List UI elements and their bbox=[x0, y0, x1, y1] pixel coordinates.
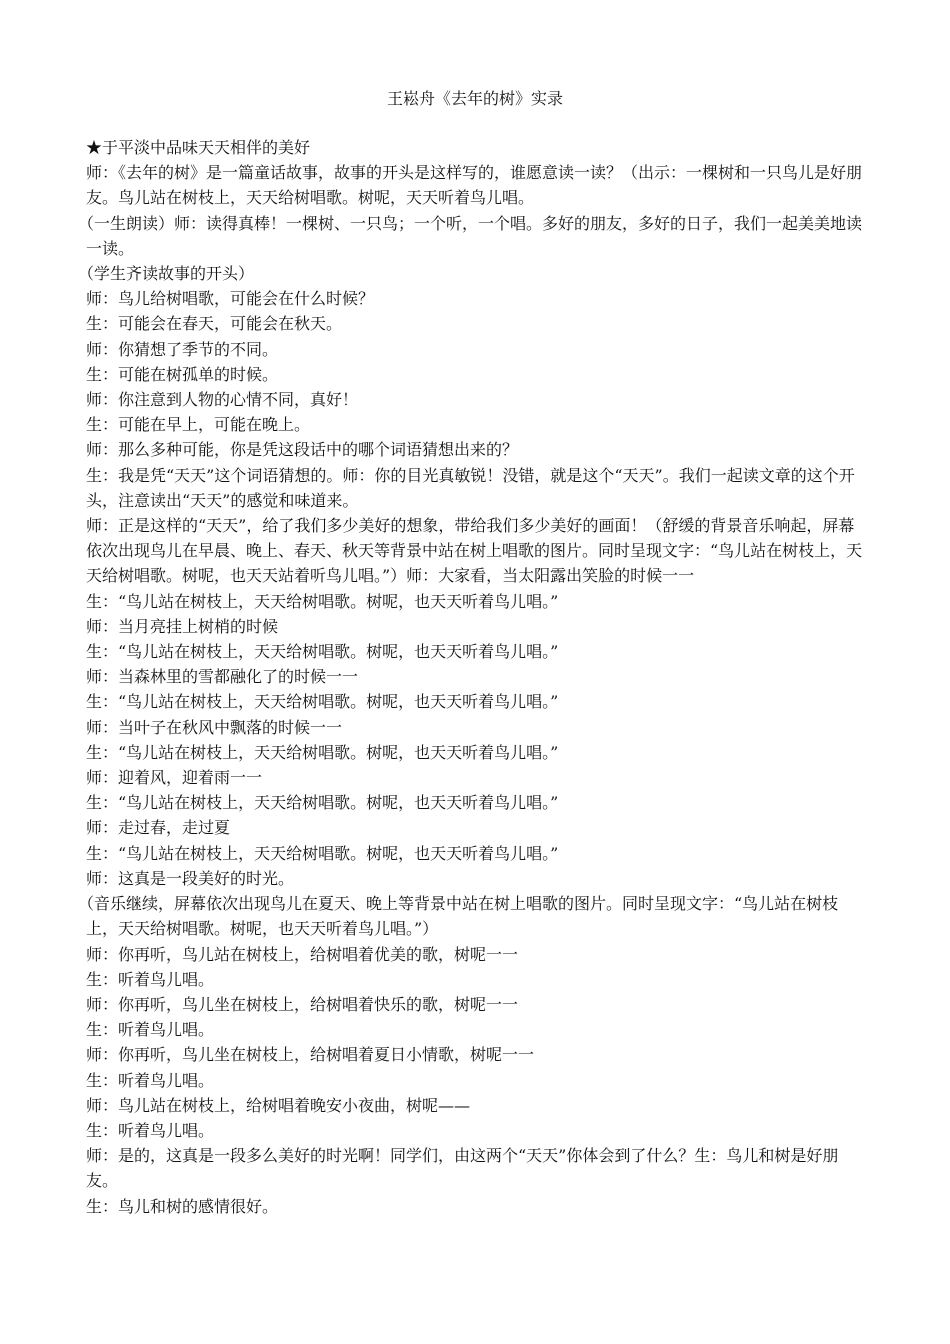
paragraph: 生：“鸟儿站在树枝上，天天给树唱歌。树呢，也天天听着鸟儿唱。” bbox=[86, 793, 559, 813]
section-heading: ★于平淡中品味天天相伴的美好 bbox=[86, 138, 311, 157]
paragraph: 师：你再听，鸟儿坐在树枝上，给树唱着快乐的歌，树呢一一 bbox=[86, 994, 519, 1014]
paragraph: 师：迎着风，迎着雨一一 bbox=[86, 768, 263, 788]
paragraph: 生：听着鸟儿唱。 bbox=[86, 969, 215, 989]
paragraph: 师：当森林里的雪都融化了的时候一一 bbox=[86, 667, 359, 687]
paragraph: 生：鸟儿和树的感情很好。 bbox=[86, 1196, 279, 1216]
paragraph: 师：鸟儿站在树枝上，给树唱着晚安小夜曲，树呢—— bbox=[86, 1095, 471, 1115]
paragraph: 生：“鸟儿站在树枝上，天天给树唱歌。树呢，也天天听着鸟儿唱。” bbox=[86, 692, 559, 712]
paragraph: 师：走过春，走过夏 bbox=[86, 818, 231, 838]
paragraph: 师：正是这样的“天天”，给了我们多少美好的想象，带给我们多少美好的画面！（舒缓的背景音乐响起，屏幕依次出现鸟儿在早晨、晚上、春天、秋天等背景中站在树上唱歌的图片。同时呈现文字：“鸟儿站在树枝上，天天给树唱歌。树呢，也天天站着听鸟儿唱。”）师：大家看，当太阳露出笑脸的时候一一 bbox=[86, 516, 863, 586]
paragraph: 师：当月亮挂上树梢的时候 bbox=[86, 616, 279, 636]
paragraph: 师：是的，这真是一段多么美好的时光啊！同学们，由这两个“天天”你体会到了什么？生：鸟儿和树是好朋友。 bbox=[86, 1146, 839, 1191]
paragraph: 生：可能会在春天，可能会在秋天。 bbox=[86, 314, 343, 334]
document-body bbox=[78, 135, 866, 1219]
paragraph: 师：这真是一段美好的时光。 bbox=[86, 868, 295, 888]
paragraph: 生：我是凭“天天”这个词语猜想的。师：你的目光真敏锐！没错，就是这个“天天”。我们一起读文章的这个开头，注意读出“天天”的感觉和味道来。 bbox=[86, 465, 855, 510]
paragraph: （一生朗读）师：读得真棒！一棵树、一只鸟；一个听，一个唱。多好的朋友，多好的日子，我们一起美美地读一读。 bbox=[78, 213, 863, 258]
document-title: 王崧舟《去年的树》实录 bbox=[386, 89, 563, 108]
paragraph: 生：“鸟儿站在树枝上，天天给树唱歌。树呢，也天天听着鸟儿唱。” bbox=[86, 642, 559, 662]
paragraph: 师：你注意到人物的心情不同，真好！ bbox=[86, 390, 359, 410]
paragraph: 生：可能在树孤单的时候。 bbox=[86, 364, 279, 384]
paragraph: 生：“鸟儿站在树枝上，天天给树唱歌。树呢，也天天听着鸟儿唱。” bbox=[86, 742, 559, 762]
paragraph: 师：当叶子在秋风中飘落的时候一一 bbox=[86, 717, 343, 737]
paragraph: 生：听着鸟儿唱。 bbox=[86, 1120, 215, 1140]
paragraph: 师：鸟儿给树唱歌，可能会在什么时候？ bbox=[86, 289, 375, 309]
paragraph: 生：“鸟儿站在树枝上，天天给树唱歌。树呢，也天天听着鸟儿唱。” bbox=[86, 591, 559, 611]
paragraph: 生：听着鸟儿唱。 bbox=[86, 1070, 215, 1090]
paragraph: 生：“鸟儿站在树枝上，天天给树唱歌。树呢，也天天听着鸟儿唱。” bbox=[86, 843, 559, 863]
paragraph: （音乐继续，屏幕依次出现鸟儿在夏天、晚上等背景中站在树上唱歌的图片。同时呈现文字：“鸟儿站在树枝上，天天给树唱歌。树呢，也天天听着鸟儿唱。”） bbox=[78, 894, 839, 939]
paragraph: 师：你猜想了季节的不同。 bbox=[86, 339, 279, 359]
paragraph: 师：《去年的树》是一篇童话故事，故事的开头是这样写的，谁愿意读一读？（出示：一棵树和一只鸟儿是好朋友。鸟儿站在树枝上，天天给树唱歌。树呢，天天听着鸟儿唱。 bbox=[86, 163, 863, 208]
paragraph: 师：那么多种可能，你是凭这段话中的哪个词语猜想出来的？ bbox=[86, 440, 519, 460]
paragraph: 生：听着鸟儿唱。 bbox=[86, 1020, 215, 1040]
paragraph: （学生齐读故事的开头） bbox=[78, 264, 255, 284]
paragraph: 师：你再听，鸟儿站在树枝上，给树唱着优美的歌，树呢一一 bbox=[86, 944, 519, 964]
paragraph: 师：你再听，鸟儿坐在树枝上，给树唱着夏日小情歌，树呢一一 bbox=[86, 1045, 535, 1065]
paragraph: 生：可能在早上，可能在晚上。 bbox=[86, 415, 311, 435]
